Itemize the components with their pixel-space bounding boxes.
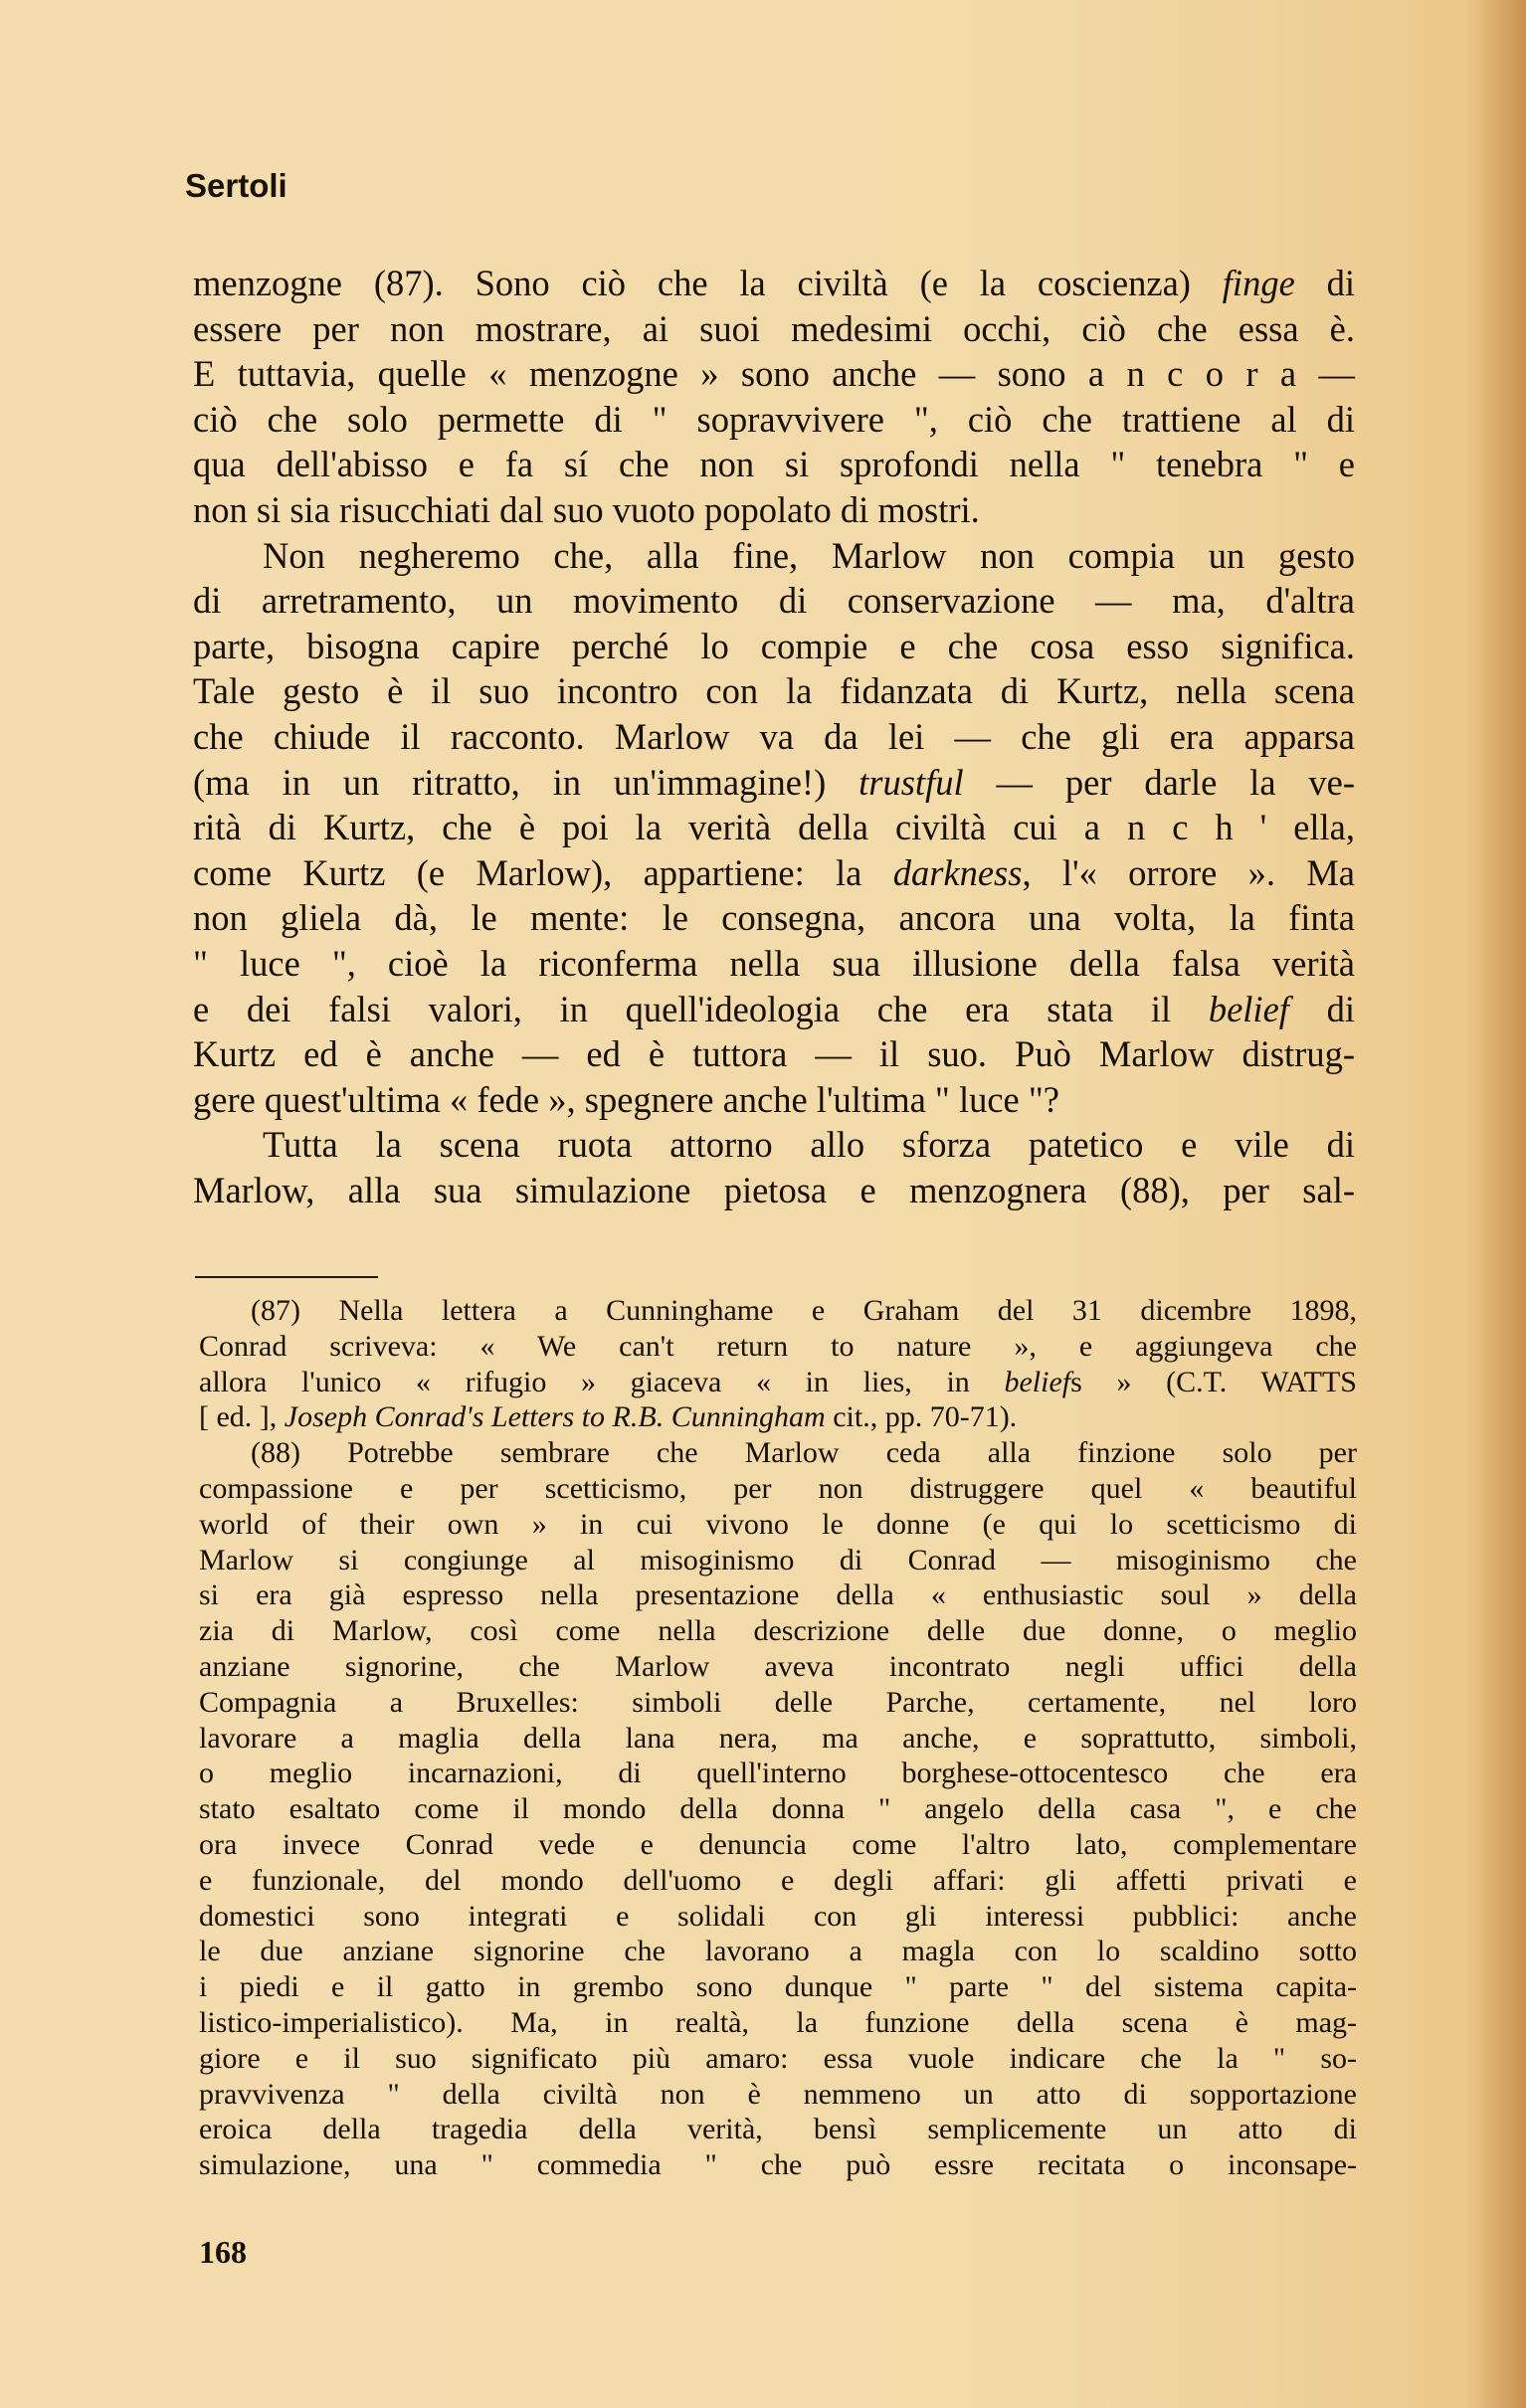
footnote-line: Conrad scriveva: « We can't return to nature », e aggiungeva che (199, 1329, 1357, 1363)
body-line: non gliela dà, le mente: le consegna, ancora una volta, la finta (193, 897, 1355, 939)
body-text (193, 261, 1355, 1212)
body-line: e dei falsi valori, in quell'ideologia che era stata il belief di (193, 988, 1355, 1029)
footnote-line: si era già espresso nella presentazione della « enthusiastic soul » della (199, 1578, 1357, 1612)
running-head: Sertoli (185, 167, 287, 204)
body-line: rità di Kurtz, che è poi la verità della civiltà cui a n c h ' ella, (193, 807, 1355, 848)
body-line: parte, bisogna capire perché lo compie e che cosa esso significa. (193, 625, 1355, 666)
body-line: qua dell'abisso e fa sí che non si sprofondi nella " tenebra " e (193, 444, 1355, 485)
footnote-line: i piedi e il gatto in grembo sono dunque " parte " del sistema capita- (199, 1970, 1357, 2004)
footnotes (199, 1293, 1357, 2183)
footnote-line: ora invece Conrad vede e denuncia come l'altro lato, complementare (199, 1827, 1357, 1861)
footnote-line: (88) Potrebbe sembrare che Marlow ceda alla finzione solo per (251, 1436, 1357, 1470)
footnote-line: simulazione, una " commedia " che può essre recitata o inconsape- (199, 2148, 1357, 2182)
footnote-line: stato esaltato come il mondo della donna " angelo della casa ", e che (199, 1792, 1357, 1826)
page-number: 168 (199, 2234, 247, 2270)
footnote-line: listico-imperialistico). Ma, in realtà, la funzione della scena è mag- (199, 2005, 1357, 2039)
body-line: Kurtz ed è anche — ed è tuttora — il suo. Può Marlow distrug- (193, 1033, 1355, 1075)
body-line: Non negheremo che, alla fine, Marlow non compia un gesto (263, 534, 1355, 576)
footnote-line: allora l'unico « rifugio » giaceva « in lies, in beliefs » (C.T. WATTS (199, 1365, 1357, 1398)
footnote-line: giore e il suo significato più amaro: essa vuole indicare che la " so- (199, 2041, 1357, 2075)
body-line: menzogne (87). Sono ciò che la civiltà (e la coscienza) finge di (193, 263, 1355, 303)
body-line: essere per non mostrare, ai suoi medesimi occhi, ciò che essa è. (193, 307, 1355, 349)
footnote-rule (195, 1276, 378, 1278)
footnote-line: le due anziane signorine che lavorano a magla con lo scaldino sotto (199, 1935, 1357, 1968)
footnote-line: compassione e per scetticismo, per non distruggere quel « beautiful (199, 1471, 1357, 1505)
footnote-line: pravvivenza " della civiltà non è nemmeno un atto di sopportazione (199, 2077, 1357, 2111)
footnote-line: e funzionale, del mondo dell'uomo e degli affari: gli affetti privati e (199, 1863, 1357, 1897)
footnote-line: world of their own » in cui vivono le donne (e qui lo scetticismo di (199, 1507, 1357, 1541)
body-line: E tuttavia, quelle « menzogne » sono anche — sono a n c o r a — (193, 353, 1355, 395)
footnote-line: anziane signorine, che Marlow aveva incontrato negli uffici della (199, 1649, 1357, 1683)
footnote-line: (87) Nella lettera a Cunninghame e Graham del 31 dicembre 1898, (251, 1294, 1357, 1327)
footnote-line: domestici sono integrati e solidali con gli interessi pubblici: anche (199, 1899, 1357, 1933)
footnote-line: Marlow si congiunge al misoginismo di Conrad — misoginismo che (199, 1543, 1357, 1576)
body-line: di arretramento, un movimento di conservazione — ma, d'altra (193, 580, 1355, 622)
body-line: Tale gesto è il suo incontro con la fidanzata di Kurtz, nella scena (193, 670, 1355, 712)
body-line: ciò che solo permette di " sopravvivere ", ciò che trattiene al di (193, 398, 1355, 440)
body-line: non si sia risucchiati dal suo vuoto popolato di mostri. (193, 488, 980, 530)
body-line: Tutta la scena ruota attorno allo sforza patetico e vile di (263, 1124, 1355, 1166)
body-line: (ma in un ritratto, in un'immagine!) trustful — per darle la ve- (193, 761, 1356, 803)
footnote-line: o meglio incarnazioni, di quell'interno borghese-ottocentesco che era (199, 1757, 1357, 1790)
footnote-line: lavorare a maglia della lana nera, ma anche, e soprattutto, simboli, (199, 1721, 1357, 1755)
body-line: che chiude il racconto. Marlow va da lei — che gli era apparsa (193, 715, 1355, 757)
footnote-line: Compagnia a Bruxelles: simboli delle Parche, certamente, nel loro (199, 1685, 1357, 1719)
body-line: " luce ", cioè la riconferma nella sua illusione della falsa verità (193, 942, 1355, 984)
body-line: gere quest'ultima « fede », spegnere anche l'ultima " luce "? (193, 1078, 1059, 1120)
body-line: Marlow, alla sua simulazione pietosa e menzognera (88), per sal- (193, 1169, 1355, 1210)
footnote-line: zia di Marlow, così come nella descrizione delle due donne, o meglio (199, 1614, 1357, 1648)
footnote-line: [ ed. ], Joseph Conrad's Letters to R.B. Cunningham cit., pp. 70-71). (199, 1400, 1018, 1434)
footnote-line: eroica della tragedia della verità, bensì semplicemente un atto di (199, 2113, 1357, 2146)
body-line: come Kurtz (e Marlow), appartiene: la darkness, l'« orrore ». Ma (193, 851, 1355, 893)
